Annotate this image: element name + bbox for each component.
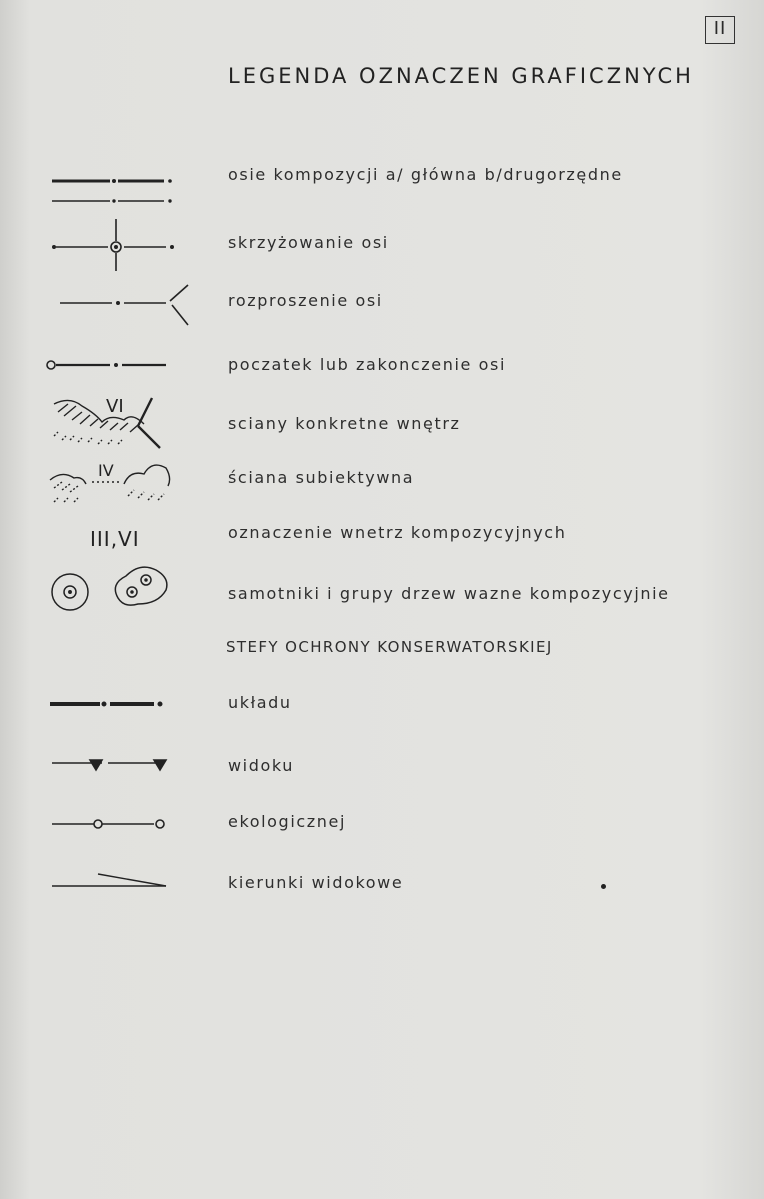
protection-zones-heading: STEFY OCHRONY KONSERWATORSKIEJ (226, 638, 553, 656)
legend-label-ecological-zone: ekologicznej (228, 812, 346, 831)
axis-start-end-icon (40, 350, 180, 380)
trees-icon (40, 560, 180, 616)
legend-label-view-directions: kierunki widokowe (228, 873, 404, 892)
concrete-walls-numeral: VI (106, 396, 124, 417)
subjective-wall-icon (40, 456, 180, 508)
view-direction-icon (40, 870, 180, 894)
legend-label-view-zone: widoku (228, 756, 294, 775)
page-number: II (705, 16, 735, 44)
legend-label-start-end: poczatek lub zakonczenie osi (228, 355, 506, 374)
legend-label-dispersion: rozproszenie osi (228, 291, 383, 310)
interior-marking-text: III,VI (90, 527, 140, 551)
legend-label-crossing: skrzyżowanie osi (228, 233, 389, 252)
layout-zone-line-icon (40, 694, 180, 714)
subjective-wall-numeral: IV (98, 461, 114, 480)
concrete-walls-icon (40, 392, 180, 452)
ecological-zone-line-icon (40, 814, 180, 834)
axis-dispersion-icon (40, 283, 200, 327)
legend-label-interiors: oznaczenie wnetrz kompozycyjnych (228, 523, 567, 542)
stray-mark (601, 884, 606, 889)
axis-lines-icon (40, 168, 180, 208)
legend-label-axes: osie kompozycji a/ główna b/drugorzędne (228, 165, 623, 184)
legend-label-subjective-wall: ściana subiektywna (228, 468, 415, 487)
legend-label-concrete-walls: sciany konkretne wnętrz (228, 414, 461, 433)
legend-label-trees: samotniki i grupy drzew wazne kompozycyjnie (228, 584, 670, 603)
interior-marking-icon (40, 520, 180, 554)
axis-crossing-icon (40, 217, 180, 273)
view-zone-line-icon (40, 755, 180, 779)
legend-label-layout-zone: układu (228, 693, 292, 712)
page-title: LEGENDA OZNACZEN GRAFICZNYCH (228, 64, 694, 88)
